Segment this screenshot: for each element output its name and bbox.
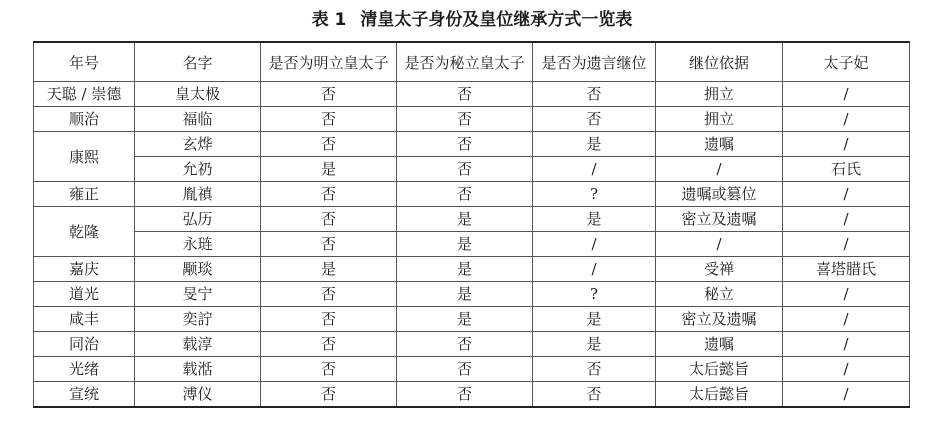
- cell-basis: 密立及遗嘱: [656, 207, 783, 232]
- cell-consort: 喜塔腊氏: [783, 257, 910, 282]
- cell-will-succession: ?: [533, 282, 656, 307]
- table-row: [34, 382, 910, 408]
- cell-public-heir: 否: [261, 82, 397, 107]
- header-era: 年号: [34, 42, 135, 82]
- cell-will-succession: 是: [533, 132, 656, 157]
- cell-consort: /: [783, 132, 910, 157]
- table-row: [34, 282, 910, 307]
- cell-consort: /: [783, 182, 910, 207]
- cell-name: 弘历: [135, 207, 261, 232]
- table-number: 表 1: [311, 10, 347, 30]
- cell-public-heir: 否: [261, 307, 397, 332]
- table-row: [34, 232, 910, 257]
- cell-basis: 遗嘱: [656, 132, 783, 157]
- cell-basis: 受禅: [656, 257, 783, 282]
- cell-public-heir: 否: [261, 357, 397, 382]
- cell-era: 嘉庆: [34, 257, 135, 282]
- cell-public-heir: 否: [261, 107, 397, 132]
- cell-secret-heir: 否: [397, 107, 533, 132]
- cell-basis: 太后懿旨: [656, 357, 783, 382]
- cell-public-heir: 否: [261, 332, 397, 357]
- cell-consort: /: [783, 332, 910, 357]
- cell-secret-heir: 否: [397, 82, 533, 107]
- cell-secret-heir: 是: [397, 207, 533, 232]
- cell-era: 顺治: [34, 107, 135, 132]
- cell-will-succession: 是: [533, 307, 656, 332]
- cell-secret-heir: 是: [397, 257, 533, 282]
- cell-name: 颙琰: [135, 257, 261, 282]
- cell-will-succession: 否: [533, 107, 656, 132]
- cell-will-succession: ?: [533, 182, 656, 207]
- cell-public-heir: 否: [261, 182, 397, 207]
- cell-consort: /: [783, 307, 910, 332]
- cell-era: 康熙: [34, 132, 135, 182]
- cell-secret-heir: 否: [397, 157, 533, 182]
- cell-consort: /: [783, 382, 910, 408]
- cell-secret-heir: 是: [397, 232, 533, 257]
- table-row: [34, 132, 910, 157]
- cell-secret-heir: 是: [397, 282, 533, 307]
- cell-will-succession: 否: [533, 357, 656, 382]
- cell-public-heir: 否: [261, 232, 397, 257]
- table-row: [34, 357, 910, 382]
- cell-will-succession: /: [533, 257, 656, 282]
- cell-will-succession: 是: [533, 332, 656, 357]
- cell-public-heir: 是: [261, 257, 397, 282]
- cell-will-succession: /: [533, 232, 656, 257]
- cell-name: 溥仪: [135, 382, 261, 408]
- cell-public-heir: 否: [261, 207, 397, 232]
- cell-will-succession: /: [533, 157, 656, 182]
- cell-public-heir: 是: [261, 157, 397, 182]
- header-basis: 继位依据: [656, 42, 783, 82]
- cell-consort: /: [783, 232, 910, 257]
- cell-basis: 拥立: [656, 107, 783, 132]
- cell-name: 福临: [135, 107, 261, 132]
- cell-consort: 石氏: [783, 157, 910, 182]
- cell-era: 乾隆: [34, 207, 135, 257]
- table-caption: [0, 8, 944, 32]
- cell-name: 载淳: [135, 332, 261, 357]
- table-row: [34, 207, 910, 232]
- cell-name: 玄烨: [135, 132, 261, 157]
- cell-basis: /: [656, 232, 783, 257]
- header-name: 名字: [135, 42, 261, 82]
- cell-basis: 遗嘱或篡位: [656, 182, 783, 207]
- cell-basis: /: [656, 157, 783, 182]
- cell-era: 道光: [34, 282, 135, 307]
- cell-name: 胤禛: [135, 182, 261, 207]
- cell-era: 咸丰: [34, 307, 135, 332]
- cell-public-heir: 否: [261, 382, 397, 408]
- cell-basis: 秘立: [656, 282, 783, 307]
- cell-consort: /: [783, 207, 910, 232]
- cell-consort: /: [783, 107, 910, 132]
- cell-era: 光绪: [34, 357, 135, 382]
- cell-name: 皇太极: [135, 82, 261, 107]
- cell-basis: 遗嘱: [656, 332, 783, 357]
- cell-basis: 密立及遗嘱: [656, 307, 783, 332]
- cell-basis: 太后懿旨: [656, 382, 783, 408]
- cell-name: 允礽: [135, 157, 261, 182]
- cell-name: 载湉: [135, 357, 261, 382]
- cell-secret-heir: 否: [397, 357, 533, 382]
- succession-table: [33, 41, 910, 408]
- table-title: 清皇太子身份及皇位继承方式一览表: [360, 10, 633, 30]
- cell-secret-heir: 是: [397, 307, 533, 332]
- header-consort: 太子妃: [783, 42, 910, 82]
- table-row: [34, 182, 910, 207]
- table-row: [34, 82, 910, 107]
- table-row: [34, 332, 910, 357]
- header-row: [34, 42, 910, 82]
- header-public-heir: 是否为明立皇太子: [261, 42, 397, 82]
- cell-name: 永琏: [135, 232, 261, 257]
- cell-will-succession: 是: [533, 207, 656, 232]
- cell-secret-heir: 否: [397, 132, 533, 157]
- cell-era: 同治: [34, 332, 135, 357]
- table-row: [34, 157, 910, 182]
- cell-basis: 拥立: [656, 82, 783, 107]
- cell-consort: /: [783, 357, 910, 382]
- cell-era: 天聪 / 崇德: [34, 82, 135, 107]
- cell-consort: /: [783, 282, 910, 307]
- cell-secret-heir: 否: [397, 332, 533, 357]
- cell-era: 雍正: [34, 182, 135, 207]
- cell-consort: /: [783, 82, 910, 107]
- cell-secret-heir: 否: [397, 382, 533, 408]
- cell-era: 宣统: [34, 382, 135, 408]
- cell-public-heir: 否: [261, 282, 397, 307]
- table-row: [34, 257, 910, 282]
- table-row: [34, 307, 910, 332]
- cell-will-succession: 否: [533, 82, 656, 107]
- cell-name: 奕詝: [135, 307, 261, 332]
- header-secret-heir: 是否为秘立皇太子: [397, 42, 533, 82]
- cell-name: 旻宁: [135, 282, 261, 307]
- cell-will-succession: 否: [533, 382, 656, 408]
- header-will-succession: 是否为遗言继位: [533, 42, 656, 82]
- cell-public-heir: 否: [261, 132, 397, 157]
- table-row: [34, 107, 910, 132]
- cell-secret-heir: 否: [397, 182, 533, 207]
